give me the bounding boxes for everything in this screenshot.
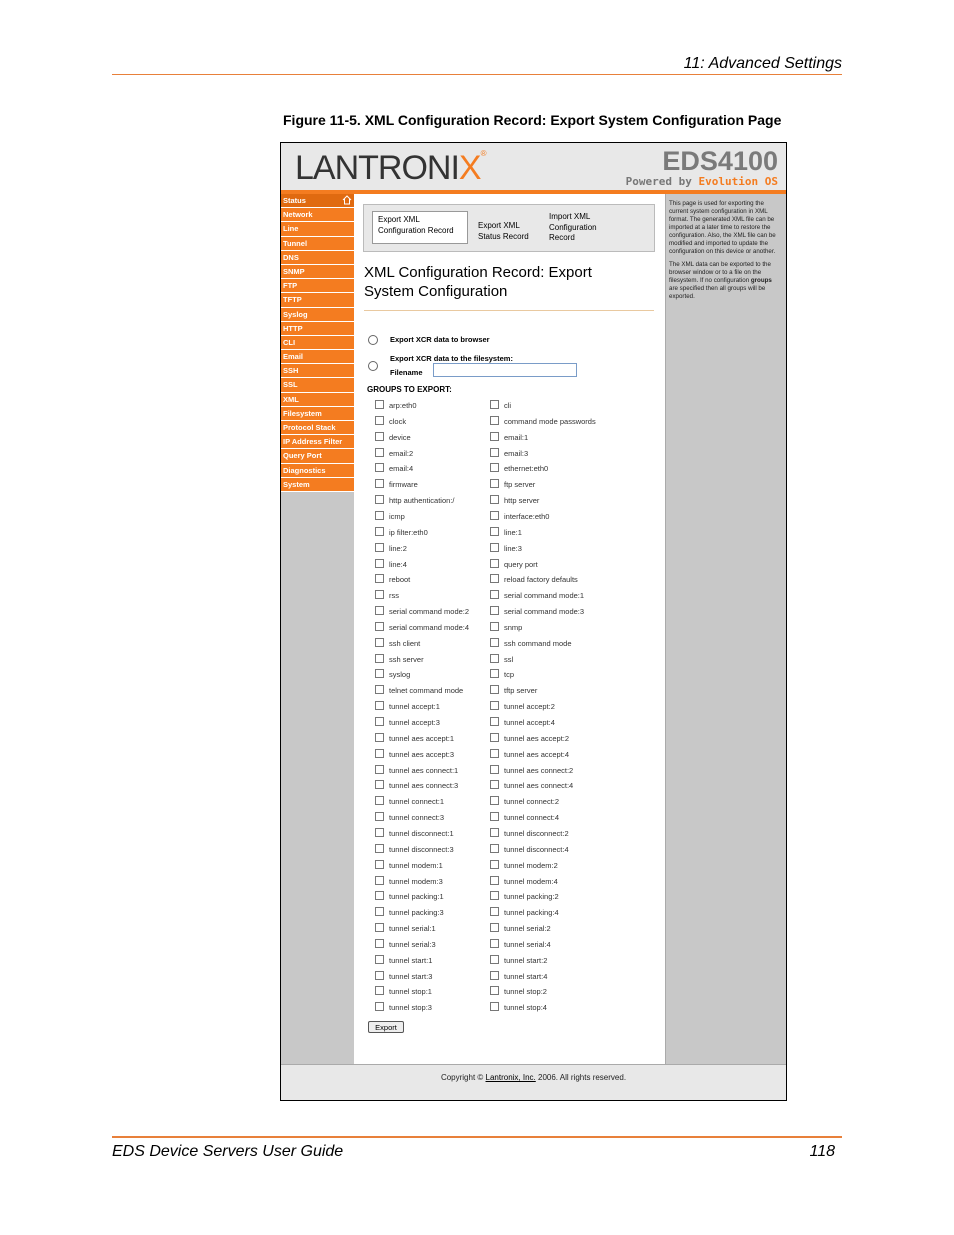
group-label: tunnel modem:1 [389,860,443,870]
group-checkbox-item[interactable] [490,654,513,666]
group-checkbox-item[interactable] [490,891,559,903]
checkbox[interactable] [375,559,384,568]
group-label: ssh client [389,638,421,648]
group-checkbox-item[interactable] [490,876,558,888]
group-label: tunnel stop:4 [504,1003,547,1013]
help-panel [665,194,786,1064]
group-checkbox-item[interactable] [375,765,458,777]
lantronix-link[interactable]: Lantronix, Inc. [485,1073,536,1082]
checkbox[interactable] [375,574,384,583]
page-header-section: 11: Advanced Settings [683,55,842,72]
tab-bar [363,204,655,252]
sidebar-item-ftp[interactable]: FTP [281,279,354,293]
checkbox[interactable] [375,669,384,678]
group-checkbox-item[interactable] [490,971,547,983]
tab-export-status[interactable]: Export XML Status Record [478,221,529,241]
footer-page-rule [112,1136,842,1138]
group-label: ethernet:eth0 [504,464,549,474]
group-label: reload factory defaults [504,575,578,585]
group-label: tunnel aes accept:3 [389,749,455,759]
checkbox[interactable] [375,971,384,980]
group-checkbox-item[interactable] [490,749,569,761]
group-label: ssl [504,654,514,664]
checkbox[interactable] [375,638,384,647]
group-checkbox-item[interactable] [375,986,432,998]
group-label: ssh server [389,654,424,664]
group-label: line:4 [389,559,407,569]
group-checkbox-item[interactable] [490,400,511,412]
screenshot-frame [280,142,787,1101]
checkbox[interactable] [375,701,384,710]
group-checkbox-item[interactable] [490,733,569,745]
sidebar-item-http[interactable]: HTTP [281,322,354,336]
checkbox[interactable] [490,796,499,805]
filename-label: Filename [390,368,423,377]
checkbox[interactable] [375,986,384,995]
group-checkbox-item[interactable] [490,432,528,444]
group-label: tunnel packing:2 [504,892,559,902]
group-checkbox-item[interactable] [490,669,514,681]
group-label: telnet command mode [389,686,464,696]
sidebar-item-snmp[interactable]: SNMP [281,265,354,279]
product-branding [626,147,778,188]
group-checkbox-item[interactable] [490,1002,547,1014]
sidebar-item-tftp[interactable]: TFTP [281,293,354,307]
sidebar-item-ip-address-filter[interactable]: IP Address Filter [281,435,354,449]
group-label: tunnel modem:3 [389,876,443,886]
group-label: tunnel accept:4 [504,718,555,727]
group-label: tunnel connect:3 [389,813,445,823]
checkbox[interactable] [490,717,499,726]
group-label: tunnel connect:4 [504,813,560,823]
page-footer-title: EDS Device Servers User Guide [112,1143,344,1160]
header-rule [112,74,842,75]
checkbox[interactable] [375,416,384,425]
group-label: ssh command mode [504,638,572,648]
group-checkbox-item[interactable] [490,448,528,460]
checkbox[interactable] [375,765,384,774]
group-label: tunnel aes accept:4 [504,749,570,759]
checkbox[interactable] [490,416,499,425]
group-label: tunnel accept:3 [389,718,440,727]
group-checkbox-item[interactable] [490,717,555,729]
product-tagline: Powered by Evolution OS [625,175,778,188]
group-checkbox-item[interactable] [490,812,559,824]
group-checkbox-item[interactable] [490,479,535,491]
group-label: tunnel packing:1 [389,892,444,902]
checkbox[interactable] [490,812,499,821]
banner [281,143,786,190]
group-checkbox-item[interactable] [375,416,406,428]
checkbox[interactable] [490,907,499,916]
group-checkbox-item[interactable] [375,828,454,840]
group-checkbox-item[interactable] [490,622,522,634]
group-checkbox-item[interactable] [490,844,569,856]
group-label: tunnel aes accept:2 [504,733,570,743]
checkbox[interactable] [375,891,384,900]
group-label: serial command mode:3 [504,607,585,617]
group-checkbox-item[interactable] [490,638,572,650]
group-label: tunnel connect:2 [504,797,560,807]
help-paragraph: This page is used for exporting the current system configuration in XML format. The generated XML file can be imported at a later time to restore the configuration. Also, the XML file can be modified and imported to update the configuration on this device or another. [669,200,776,255]
group-label: tunnel modem:2 [504,860,558,870]
group-checkbox-item[interactable] [490,923,551,935]
export-browser-label: Export XCR data to browser [390,335,490,344]
sidebar [281,194,354,1064]
checkbox[interactable] [490,844,499,853]
checkbox[interactable] [490,765,499,774]
group-checkbox-item[interactable] [375,876,443,888]
group-checkbox-item[interactable] [490,955,547,967]
checkbox[interactable] [490,638,499,647]
checkbox[interactable] [375,749,384,758]
sidebar-item-syslog[interactable]: Syslog [281,308,354,322]
checkbox[interactable] [375,606,384,615]
group-checkbox-item[interactable] [490,463,548,475]
group-checkbox-item[interactable] [490,780,573,792]
group-checkbox-item[interactable] [375,923,436,935]
checkbox[interactable] [490,432,499,441]
group-label: tunnel serial:1 [389,924,436,934]
group-checkbox-item[interactable] [375,812,444,824]
group-label: http server [504,496,540,506]
product-name: EDS4100 [662,146,778,176]
sidebar-item-line[interactable]: Line [281,222,354,236]
checkbox[interactable] [375,796,384,805]
checkbox[interactable] [375,860,384,869]
group-label: email:1 [504,432,529,442]
group-checkbox-item[interactable] [490,939,551,951]
group-checkbox-item[interactable] [490,828,569,840]
sidebar-item-query-port[interactable]: Query Port [281,449,354,463]
group-checkbox-item[interactable] [490,511,549,523]
title-rule [364,310,654,311]
group-checkbox-item[interactable] [375,448,413,460]
group-label: tcp [504,670,515,680]
checkbox[interactable] [375,685,384,694]
group-label: tunnel aes connect:4 [504,781,574,791]
group-checkbox-item[interactable] [375,622,469,634]
group-label: tftp server [504,686,538,696]
sidebar-item-ssl[interactable]: SSL [281,378,354,392]
sidebar-item-email[interactable]: Email [281,350,354,364]
group-label: query port [504,559,538,569]
group-label: tunnel packing:3 [389,908,444,918]
group-label: command mode passwords [504,416,596,426]
group-checkbox-item[interactable] [375,495,454,507]
group-label: tunnel serial:3 [389,939,436,949]
group-label: tunnel packing:4 [504,908,559,918]
group-checkbox-item[interactable] [375,733,454,745]
checkbox[interactable] [490,955,499,964]
group-label: tunnel stop:3 [389,1003,432,1013]
group-label: tunnel aes connect:2 [504,765,574,775]
group-checkbox-item[interactable] [375,543,407,555]
group-label: tunnel serial:2 [504,924,551,934]
group-label: snmp [504,622,523,632]
checkbox[interactable] [375,448,384,457]
group-checkbox-item[interactable] [490,701,555,713]
checkbox[interactable] [490,986,499,995]
checkbox[interactable] [490,891,499,900]
checkbox[interactable] [375,876,384,885]
sidebar-item-protocol-stack[interactable]: Protocol Stack [281,421,354,435]
checkbox[interactable] [490,971,499,980]
group-label: tunnel serial:4 [504,939,551,949]
group-label: line:2 [389,543,407,553]
group-label: serial command mode:1 [504,591,585,601]
sidebar-item-status[interactable]: Status [281,194,354,208]
group-checkbox-item[interactable] [375,574,410,586]
group-label: tunnel start:4 [504,971,548,981]
group-checkbox-item[interactable] [490,765,573,777]
page-title: XML Configuration Record: Export System Configuration [364,264,592,300]
group-checkbox-item[interactable] [490,574,578,586]
checkbox[interactable] [375,812,384,821]
checkbox[interactable] [490,559,499,568]
group-checkbox-item[interactable] [490,986,547,998]
checkbox[interactable] [375,400,384,409]
checkbox[interactable] [490,669,499,678]
group-label: http authentication:/ [389,496,455,506]
checkbox[interactable] [375,432,384,441]
group-checkbox-item[interactable] [375,939,436,951]
checkbox[interactable] [490,1002,499,1011]
group-checkbox-item[interactable] [490,559,538,571]
checkbox[interactable] [375,844,384,853]
checkbox[interactable] [375,654,384,663]
filename-input[interactable] [433,363,577,377]
group-label: device [389,432,411,442]
checkbox[interactable] [375,733,384,742]
checkbox[interactable] [490,448,499,457]
export-filesystem-radio[interactable] [368,361,378,371]
group-checkbox-item[interactable] [490,495,539,507]
group-checkbox-item[interactable] [375,1002,432,1014]
group-label: tunnel accept:2 [504,702,555,712]
checkbox[interactable] [375,622,384,631]
group-checkbox-item[interactable] [375,685,463,697]
group-label: tunnel disconnect:3 [389,844,454,854]
group-checkbox-item[interactable] [375,780,458,792]
group-label: tunnel aes accept:1 [389,733,455,743]
sidebar-item-xml[interactable]: XML [281,393,354,407]
group-label: reboot [389,575,411,585]
checkbox[interactable] [490,733,499,742]
tab-export-config[interactable]: Export XML Configuration Record [372,211,468,244]
checkbox[interactable] [375,463,384,472]
checkbox[interactable] [375,543,384,552]
group-checkbox-item[interactable] [490,416,596,428]
checkbox[interactable] [490,590,499,599]
group-label: line:1 [504,527,522,537]
group-checkbox-item[interactable] [375,749,454,761]
group-label: tunnel start:1 [389,955,433,965]
checkbox[interactable] [490,622,499,631]
group-checkbox-item[interactable] [375,463,413,475]
group-checkbox-item[interactable] [490,796,559,808]
group-checkbox-item[interactable] [375,669,410,681]
home-icon[interactable] [342,195,352,205]
group-label: ftp server [504,480,536,490]
checkbox[interactable] [490,606,499,615]
group-checkbox-item[interactable] [490,606,584,618]
checkbox[interactable] [490,939,499,948]
group-checkbox-item[interactable] [375,955,432,967]
checkbox[interactable] [375,828,384,837]
figure-caption: Figure 11-5. XML Configuration Record: Export System Configuration Page [283,112,782,128]
group-checkbox-item[interactable] [490,685,537,697]
group-label: tunnel disconnect:4 [504,844,569,854]
sidebar-item-filesystem[interactable]: Filesystem [281,407,354,421]
checkbox[interactable] [490,749,499,758]
checkbox[interactable] [490,543,499,552]
checkbox[interactable] [490,463,499,472]
checkbox[interactable] [375,780,384,789]
checkbox[interactable] [490,876,499,885]
checkbox[interactable] [375,495,384,504]
group-label: tunnel stop:2 [504,987,547,997]
group-checkbox-item[interactable] [375,907,444,919]
group-checkbox-item[interactable] [375,701,440,713]
group-checkbox-item[interactable] [490,527,522,539]
checkbox[interactable] [375,590,384,599]
export-filesystem-label: Export XCR data to the filesystem: [390,354,513,363]
checkbox[interactable] [375,923,384,932]
export-browser-radio[interactable] [368,335,378,345]
group-checkbox-item[interactable] [375,527,428,539]
checkbox[interactable] [490,685,499,694]
group-label: rss [389,591,399,601]
help-paragraph: The XML data can be exported to the browser window or to a file on the filesystem. If no configuration groups are specified then all groups will be exported. [669,261,772,300]
group-checkbox-item[interactable] [375,606,469,618]
group-label: tunnel disconnect:1 [389,828,454,838]
group-checkbox-item[interactable] [375,654,424,666]
group-label: line:3 [504,543,522,553]
group-checkbox-item[interactable] [375,844,454,856]
group-label: serial command mode:2 [389,607,470,617]
group-checkbox-item[interactable] [375,796,444,808]
group-checkbox-item[interactable] [375,638,420,650]
group-checkbox-item[interactable] [375,559,407,571]
sidebar-item-tunnel[interactable]: Tunnel [281,237,354,251]
sidebar-item-network[interactable]: Network [281,208,354,222]
group-checkbox-item[interactable] [375,860,443,872]
sidebar-item-diagnostics[interactable]: Diagnostics [281,464,354,478]
group-checkbox-item[interactable] [375,400,417,412]
sidebar-item-dns[interactable]: DNS [281,251,354,265]
page-number: 118 [809,1143,835,1160]
group-label: cli [504,401,512,410]
sidebar-item-ssh[interactable]: SSH [281,364,354,378]
group-checkbox-item[interactable] [375,479,418,491]
checkbox[interactable] [490,479,499,488]
group-label: interface:eth0 [504,511,550,521]
checkbox[interactable] [490,574,499,583]
checkbox[interactable] [490,828,499,837]
checkbox[interactable] [375,717,384,726]
group-checkbox-item[interactable] [490,590,584,602]
group-label: tunnel disconnect:2 [504,828,569,838]
checkbox[interactable] [490,511,499,520]
checkbox[interactable] [490,654,499,663]
sidebar-item-cli[interactable]: CLI [281,336,354,350]
group-checkbox-item[interactable] [375,891,444,903]
group-checkbox-item[interactable] [375,590,399,602]
group-label: email:4 [389,464,414,474]
group-checkbox-item[interactable] [490,860,558,872]
group-label: icmp [389,511,405,521]
group-label: tunnel stop:1 [389,987,432,997]
group-label: syslog [389,670,411,680]
group-label: clock [389,416,407,426]
main-content [354,194,665,1064]
groups-heading: GROUPS TO EXPORT: [367,385,452,394]
checkbox[interactable] [375,1002,384,1011]
checkbox[interactable] [490,495,499,504]
lantronix-logo: LANTRONIX® [295,149,486,187]
group-label: serial command mode:4 [389,622,470,632]
group-checkbox-item[interactable] [490,543,522,555]
copyright-footer: Copyright © Lantronix, Inc. 2006. All rights reserved. [281,1065,786,1100]
group-label: tunnel modem:4 [504,876,558,886]
group-label: email:3 [504,448,529,458]
group-label: tunnel connect:1 [389,797,445,807]
group-checkbox-item[interactable] [375,432,411,444]
checkbox[interactable] [375,939,384,948]
sidebar-item-system[interactable]: System [281,478,354,492]
checkbox[interactable] [490,400,499,409]
checkbox[interactable] [375,907,384,916]
tab-import-config[interactable]: Import XML Configuration Record [549,212,597,242]
checkbox[interactable] [490,701,499,710]
group-label: tunnel start:2 [504,955,548,965]
checkbox[interactable] [375,511,384,520]
checkbox[interactable] [490,780,499,789]
group-label: tunnel aes connect:3 [389,781,459,791]
group-label: ip filter:eth0 [389,527,428,537]
group-label: firmware [389,480,418,490]
checkbox[interactable] [375,527,384,536]
checkbox[interactable] [490,923,499,932]
checkbox[interactable] [375,955,384,964]
group-label: arp:eth0 [389,401,417,410]
group-checkbox-item[interactable] [375,511,405,523]
group-label: tunnel aes connect:1 [389,765,459,775]
export-button[interactable]: Export [368,1021,404,1033]
checkbox[interactable] [490,527,499,536]
group-checkbox-item[interactable] [375,717,440,729]
checkbox[interactable] [490,860,499,869]
group-checkbox-item[interactable] [490,907,559,919]
group-label: tunnel start:3 [389,971,433,981]
group-checkbox-item[interactable] [375,971,432,983]
group-label: email:2 [389,448,414,458]
group-label: tunnel accept:1 [389,702,440,712]
checkbox[interactable] [375,479,384,488]
